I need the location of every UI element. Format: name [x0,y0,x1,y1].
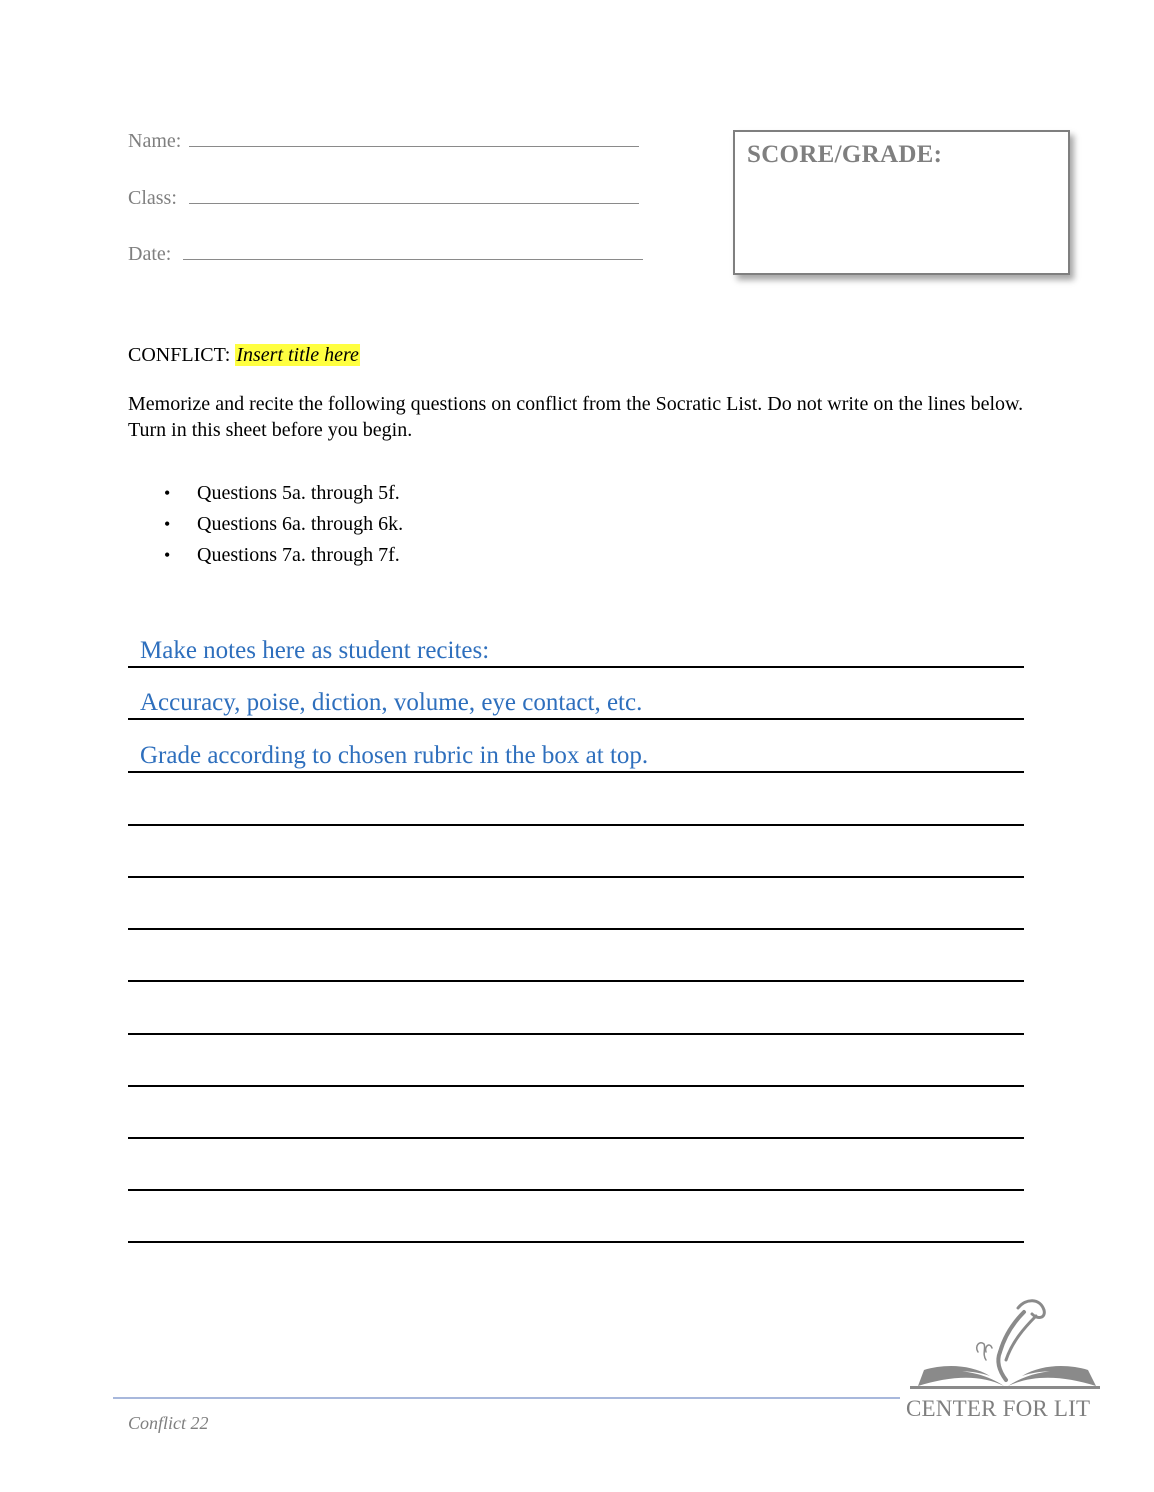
score-grade-title: SCORE/GRADE: [747,141,943,168]
footer-page-label: Conflict 22 [128,1413,209,1433]
note-line[interactable] [128,1035,1024,1087]
note-line[interactable] [128,930,1024,982]
conflict-label: CONFLICT: [128,344,236,366]
note-line[interactable] [128,721,1024,773]
note-line[interactable] [128,878,1024,930]
pelican-on-book-icon [900,1290,1110,1400]
bullet-icon: • [164,514,171,534]
center-for-lit-logo [900,1290,1110,1430]
note-line[interactable] [128,1139,1024,1191]
date-field-row [128,241,643,266]
instructions-paragraph: Memorize and recite the following questions on conflict from the Socratic List. Do not write on the lines below. Turn in this sheet before you begin. [128,393,1024,441]
list-item-text: Questions 7a. through 7f. [197,544,400,566]
note-line[interactable] [128,1191,1024,1243]
conflict-title-placeholder[interactable]: Insert title here [236,344,359,366]
name-input-line[interactable] [189,128,639,147]
name-label: Name: [128,130,182,152]
note-line[interactable] [128,668,1024,720]
list-item-text: Questions 6a. through 6k. [197,513,404,535]
date-input-line[interactable] [183,241,643,260]
list-item [128,544,403,575]
note-line[interactable] [128,983,1024,1035]
logo-text: CENTER FOR LIT [906,1396,1091,1421]
bullet-icon: • [164,545,171,565]
date-label: Date: [128,243,172,265]
note-line-text: Accuracy, poise, diction, volume, eye contact, etc. [140,689,643,716]
conflict-heading [128,344,360,367]
class-input-line[interactable] [189,185,639,204]
footer-divider [113,1397,900,1399]
note-line[interactable] [128,826,1024,878]
class-field-row [128,185,639,210]
score-grade-box[interactable] [733,130,1070,275]
note-line[interactable] [128,774,1024,826]
note-line[interactable] [128,1087,1024,1139]
note-line[interactable] [128,616,1024,668]
list-item [128,513,403,544]
list-item [128,482,403,513]
note-line-text: Make notes here as student recites: [140,637,490,664]
questions-list [128,482,403,575]
list-item-text: Questions 5a. through 5f. [197,482,400,504]
name-field-row [128,128,639,153]
note-line-text: Grade according to chosen rubric in the box at top. [140,742,649,769]
class-label: Class: [128,187,177,209]
bullet-icon: • [164,483,171,503]
